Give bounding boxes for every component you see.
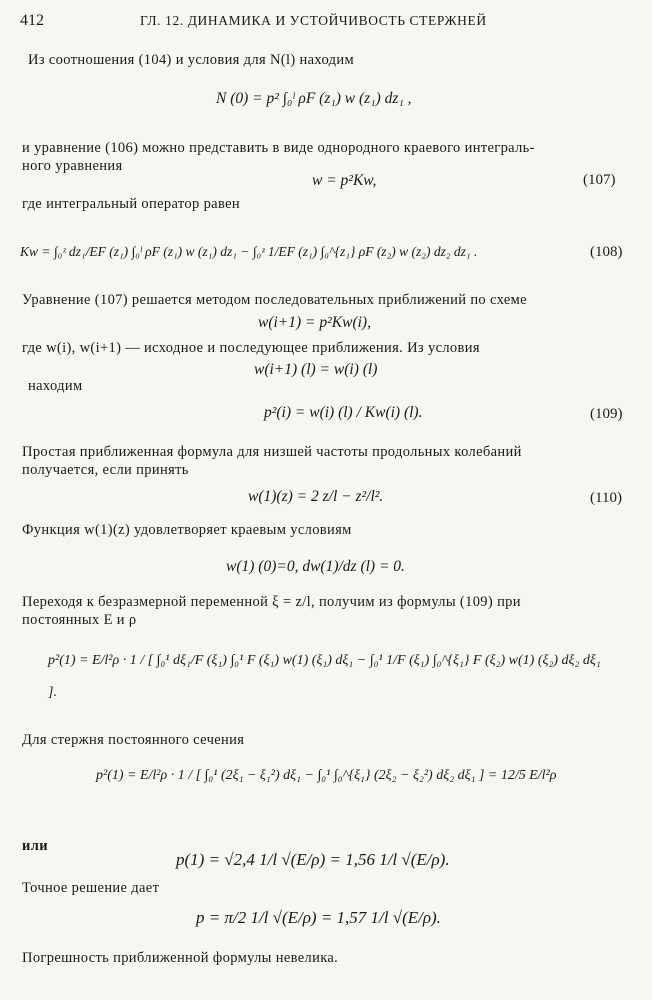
paragraph-2a: и уравнение (106) можно представить в виде однородного краевого интеграль- xyxy=(22,140,535,156)
paragraph-6: находим xyxy=(28,378,83,394)
paragraph-11: или xyxy=(22,838,48,854)
equation-scheme: w(i+1) = p²Kw(i), xyxy=(258,314,371,331)
paragraph-2b: ного уравнения xyxy=(22,158,123,174)
equation-number-109: (109) xyxy=(590,406,623,422)
equation-p1-general xyxy=(48,645,608,709)
equation-108: Kw = ∫₀ᶻ dz₁/EF (z₁) ∫₀ˡ ρF (z₁) w (z₁) dz₁ − ∫₀ᶻ 1/EF (z₁) ∫₀^{z₁} ρF (z₂) w (z₂) dz₂ dz₁ . xyxy=(20,244,478,259)
paragraph-12: Точное решение дает xyxy=(22,880,160,896)
paragraph-10: Для стержня постоянного сечения xyxy=(22,732,245,748)
equation-n0-text: N (0) = p² ∫₀ˡ ρF (z₁) w (z₁) dz₁ , xyxy=(216,90,412,107)
paragraph-9b: постоянных E и ρ xyxy=(22,612,137,628)
equation-number-110: (110) xyxy=(590,490,622,506)
equation-109: p²(i) = w(i) (l) / Kw(i) (l). xyxy=(264,404,423,421)
equation-107: w = p²Kw, xyxy=(312,172,377,189)
equation-number-107: (107) xyxy=(583,172,616,188)
paragraph-7a: Простая приближенная формула для низшей частоты продольных колебаний xyxy=(22,444,522,460)
paragraph-3: где интегральный оператор равен xyxy=(22,196,240,212)
running-title: ГЛ. 12. ДИНАМИКА И УСТОЙЧИВОСТЬ СТЕРЖНЕЙ xyxy=(140,13,487,28)
equation-condition: w(i+1) (l) = w(i) (l) xyxy=(254,361,378,378)
equation-constant-section-text: p²(1) = E/l²ρ · 1 / [ ∫₀¹ (2ξ₁ − ξ₁²) dξ₁ − ∫₀¹ ∫₀^{ξ₁} (2ξ₂ − ξ₂²) dξ₂ dξ₁ ] = 12/5 E/l²ρ xyxy=(96,768,557,783)
paragraph-13: Погрешность приближенной формулы невелика. xyxy=(22,950,339,966)
equation-110: w(1)(z) = 2 z/l − z²/l². xyxy=(248,488,384,505)
page-number: 412 xyxy=(20,12,44,29)
equation-number-108: (108) xyxy=(590,244,623,260)
equation-boundary: w(1) (0)=0, dw(1)/dz (l) = 0. xyxy=(226,558,405,575)
paragraph-5: где w(i), w(i+1) — исходное и последующее приближения. Из условия xyxy=(22,340,480,356)
equation-n0 xyxy=(216,90,412,108)
paragraph-8: Функция w(1)(z) удовлетворяет краевым условиям xyxy=(22,522,352,538)
equation-constant-section xyxy=(96,760,596,792)
paragraph-1: Из соотношения (104) и условия для N(l) находим xyxy=(28,52,354,68)
paragraph-9a: Переходя к безразмерной переменной ξ = z/l, получим из формулы (109) при xyxy=(22,594,521,610)
paragraph-4: Уравнение (107) решается методом последовательных приближений по схеме xyxy=(22,292,527,308)
paragraph-7b: получается, если принять xyxy=(22,462,189,478)
equation-approx: p(1) = √2,4 1/l √(E/ρ) = 1,56 1/l √(E/ρ). xyxy=(176,850,450,869)
equation-p1-general-text: p²(1) = E/l²ρ · 1 / [ ∫₀¹ dξ₁/F (ξ₁) ∫₀¹ F (ξ₁) w(1) (ξ₁) dξ₁ − ∫₀¹ 1/F (ξ₁) ∫₀^{ξ₁} F (ξ₂) w(1) (ξ₂) dξ₂ dξ₁ ]. xyxy=(48,653,601,700)
equation-exact: p = π/2 1/l √(E/ρ) = 1,57 1/l √(E/ρ). xyxy=(196,908,441,927)
